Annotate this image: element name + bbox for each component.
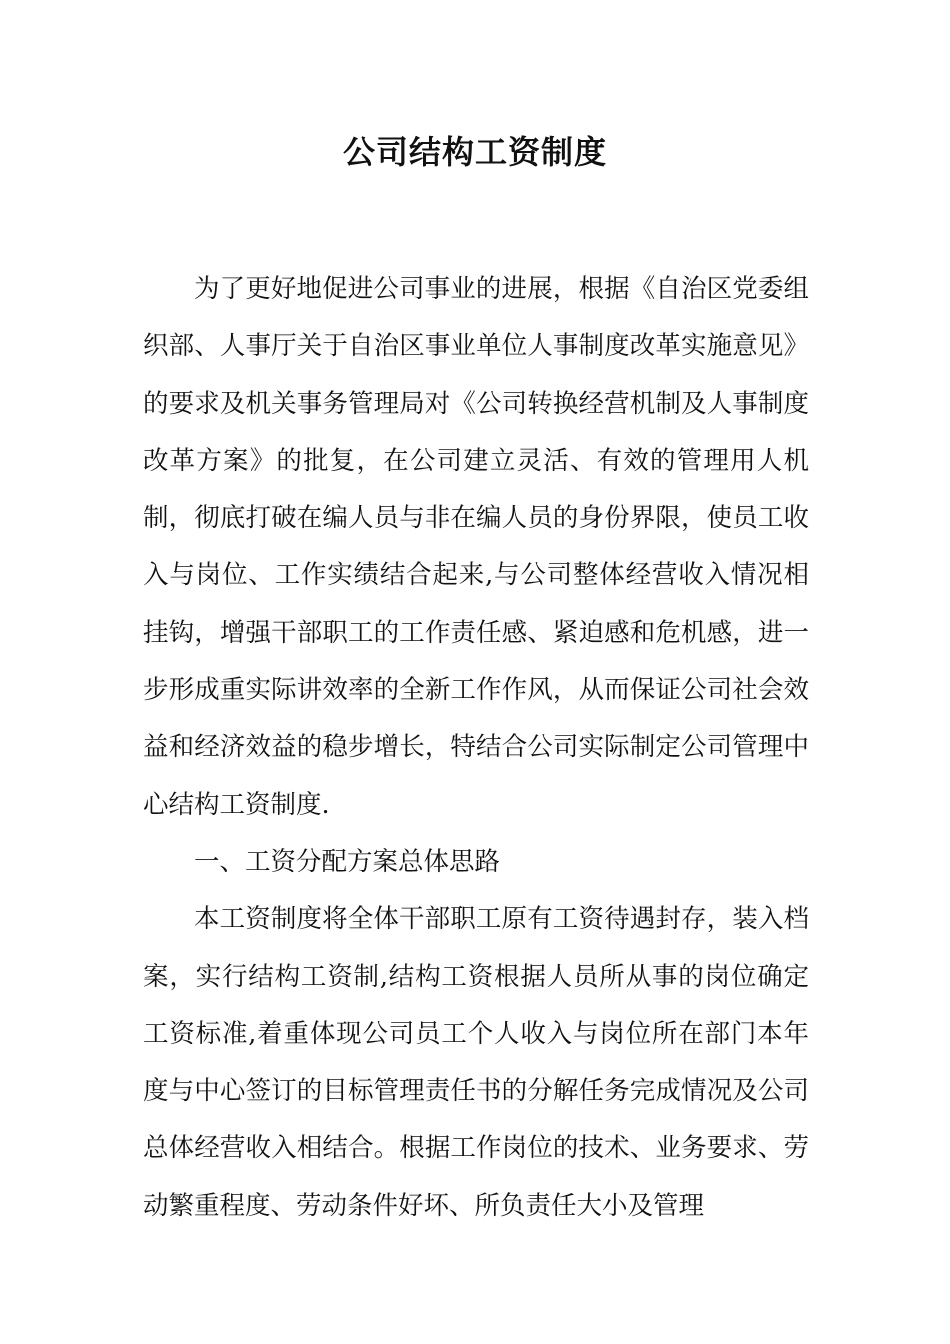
document-body (143, 261, 809, 1235)
paragraph-intro: 为了更好地促进公司事业的进展，根据《自治区党委组织部、人事厅关于自治区事业单位人事制度改革实施意见》的要求及机关事务管理局对《公司转换经营机制及人事制度改革方案》的批复，在公司建立灵活、有效的管理用人机制，彻底打破在编人员与非在编人员的身份界限，使员工收入与岗位、工作实绩结合起来,与公司整体经营收入情况相挂钩，增强干部职工的工作责任感、紧迫感和危机感，进一步形成重实际讲效率的全新工作作风，从而保证公司社会效益和经济效益的稳步增长，特结合公司实际制定公司管理中心结构工资制度. (143, 274, 809, 820)
document-title: 公司结构工资制度 (342, 133, 607, 171)
paragraph-section-one: 本工资制度将全体干部职工原有工资待遇封存，装入档案，实行结构工资制,结构工资根据人员所从事的岗位确定工资标准,着重体现公司员工个人收入与岗位所在部门本年度与中心签订的目标管理责任书的分解任务完成情况及公司总体经营收入相结合。根据工作岗位的技术、业务要求、劳动繁重程度、劳动条件好坏、所负责任大小及管理 (143, 904, 809, 1221)
section-heading: 一、工资分配方案总体思路 (194, 846, 501, 877)
